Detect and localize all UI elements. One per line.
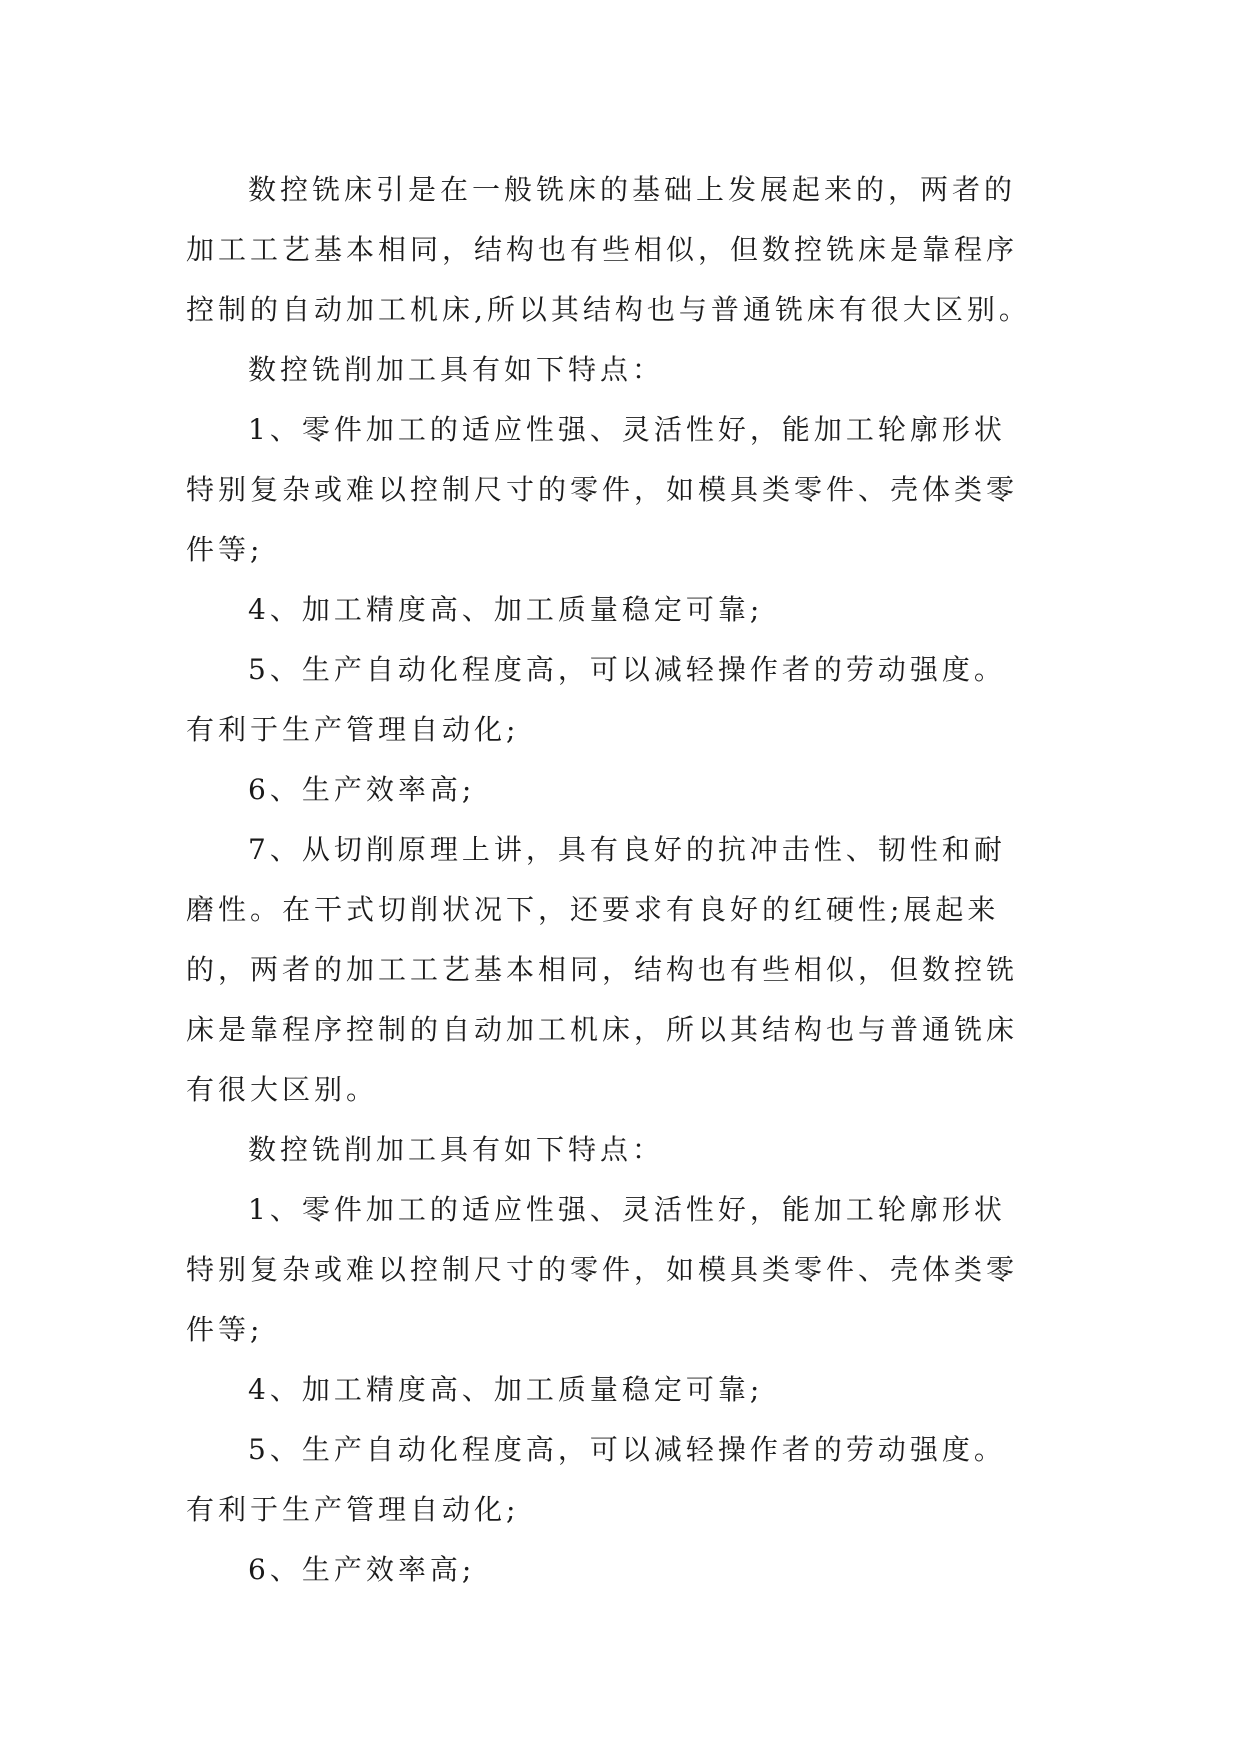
text-line: 数控铣削加工具有如下特点： <box>248 353 665 386</box>
text-line: 特别复杂或难以控制尺寸的零件，如模具类零件、壳体类零 <box>186 473 1019 506</box>
text-line: 有利于生产管理自动化; <box>186 713 520 746</box>
text-line: 4、加工精度高、加工质量稳定可靠; <box>248 593 764 626</box>
text-line: 4、加工精度高、加工质量稳定可靠; <box>248 1373 764 1406</box>
text-line: 7、从切削原理上讲，具有良好的抗冲击性、韧性和耐 <box>248 833 1006 866</box>
text-line: 5、生产自动化程度高，可以减轻操作者的劳动强度。 <box>248 1433 1006 1466</box>
text-line: 床是靠程序控制的自动加工机床，所以其结构也与普通铣床 <box>186 1013 1019 1046</box>
text-line: 5、生产自动化程度高，可以减轻操作者的劳动强度。 <box>248 653 1006 686</box>
text-line: 的，两者的加工工艺基本相同，结构也有些相似，但数控铣 <box>186 953 1019 986</box>
text-line: 有很大区别。 <box>186 1073 379 1106</box>
text-line: 数控铣床引是在一般铣床的基础上发展起来的，两者的 <box>248 173 1017 206</box>
text-line: 控制的自动加工机床,所以其结构也与普通铣床有很大区别。 <box>186 293 1031 326</box>
text-line: 件等; <box>186 1313 264 1346</box>
text-line: 加工工艺基本相同，结构也有些相似，但数控铣床是靠程序 <box>186 233 1019 266</box>
text-line: 1、零件加工的适应性强、灵活性好，能加工轮廓形状 <box>248 1193 1006 1226</box>
body-text <box>186 160 1086 1600</box>
text-line: 件等; <box>186 533 264 566</box>
text-line: 特别复杂或难以控制尺寸的零件，如模具类零件、壳体类零 <box>186 1253 1019 1286</box>
text-line: 6、生产效率高; <box>248 1553 476 1586</box>
text-line: 6、生产效率高; <box>248 773 476 806</box>
text-line: 1、零件加工的适应性强、灵活性好，能加工轮廓形状 <box>248 413 1006 446</box>
text-line: 有利于生产管理自动化; <box>186 1493 520 1526</box>
text-line: 数控铣削加工具有如下特点： <box>248 1133 665 1166</box>
text-line: 磨性。在干式切削状况下，还要求有良好的红硬性;展起来 <box>186 893 1000 926</box>
